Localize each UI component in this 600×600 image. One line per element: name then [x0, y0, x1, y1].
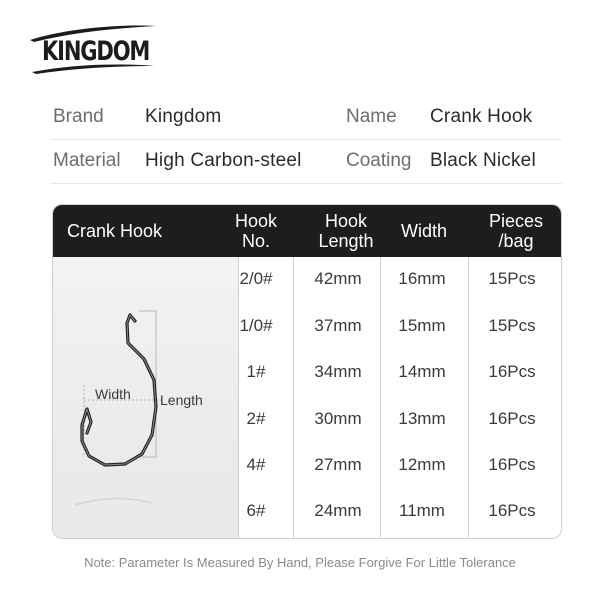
header-pieces-bag [471, 205, 561, 257]
spec-value-coating: Black Nickel [430, 150, 536, 171]
hook-width-label: Width [95, 386, 131, 402]
header-crank-hook-label: Crank Hook [67, 221, 163, 241]
cell-hook-no: 4# [246, 455, 266, 474]
header-hook-length-line1: Hook [324, 211, 368, 231]
spec-label-brand: Brand [53, 106, 104, 127]
cell-pieces: 15Pcs [488, 316, 536, 335]
header-pieces-line2: /bag [498, 231, 534, 251]
spec-label-coating: Coating [346, 150, 412, 171]
cell-hook-length: 30mm [314, 409, 362, 428]
cell-width: 14mm [398, 362, 446, 381]
spec-label-material: Material [53, 150, 121, 171]
measurement-note: Note: Parameter Is Measured By Hand, Please Forgive For Little Tolerance [84, 555, 516, 570]
cell-hook-length: 37mm [314, 316, 362, 335]
header-pieces-line1: Pieces [488, 211, 544, 231]
cell-hook-length: 27mm [314, 455, 362, 474]
spec-value-material: High Carbon-steel [145, 150, 302, 171]
column-divider [293, 257, 294, 539]
spec-row-material-coating [50, 140, 562, 184]
cell-width: 12mm [398, 455, 446, 474]
column-divider [380, 257, 381, 539]
header-hook-no-label [235, 211, 277, 251]
header-width [379, 205, 469, 257]
header-hook-length-line2: Length [318, 231, 374, 251]
spec-row-brand-name [50, 96, 562, 140]
spec-value-brand: Kingdom [145, 106, 222, 127]
cell-hook-no: 2/0# [239, 269, 273, 288]
header-width-label: Width [400, 221, 447, 241]
cell-hook-length: 24mm [314, 501, 362, 520]
cell-width: 16mm [398, 269, 446, 288]
hook-size-table [52, 204, 562, 539]
spec-label-name: Name [346, 106, 397, 127]
crank-hook-illustration [53, 257, 239, 539]
cell-hook-length: 34mm [314, 362, 362, 381]
cell-pieces: 16Pcs [488, 362, 536, 381]
cell-hook-no: 1/0# [239, 316, 273, 335]
cell-width: 11mm [399, 501, 445, 520]
cell-hook-length: 42mm [314, 269, 362, 288]
cell-hook-no: 6# [246, 501, 266, 520]
column-divider [468, 257, 469, 539]
brand-logo [28, 22, 158, 76]
header-hook-length [301, 205, 391, 257]
hook-image-cell [53, 257, 239, 539]
table-header [53, 205, 562, 257]
logo-wordmark: KINGDOM [42, 36, 150, 67]
cell-width: 15mm [398, 316, 446, 335]
hook-length-label: Length [160, 392, 203, 408]
cell-pieces: 16Pcs [488, 409, 536, 428]
cell-pieces: 15Pcs [488, 269, 536, 288]
cell-hook-no: 1# [246, 362, 266, 381]
header-hook-no-line2: No. [241, 231, 270, 251]
header-pieces-bag-label [489, 211, 543, 251]
cell-pieces: 16Pcs [488, 455, 536, 474]
cell-width: 13mm [398, 409, 446, 428]
header-hook-no-line1: Hook [234, 211, 278, 231]
cell-hook-no: 2# [246, 409, 266, 428]
header-hook-no [211, 205, 301, 257]
spec-value-name: Crank Hook [430, 106, 533, 127]
cell-pieces: 16Pcs [488, 501, 536, 520]
header-hook-length-label [318, 211, 373, 251]
